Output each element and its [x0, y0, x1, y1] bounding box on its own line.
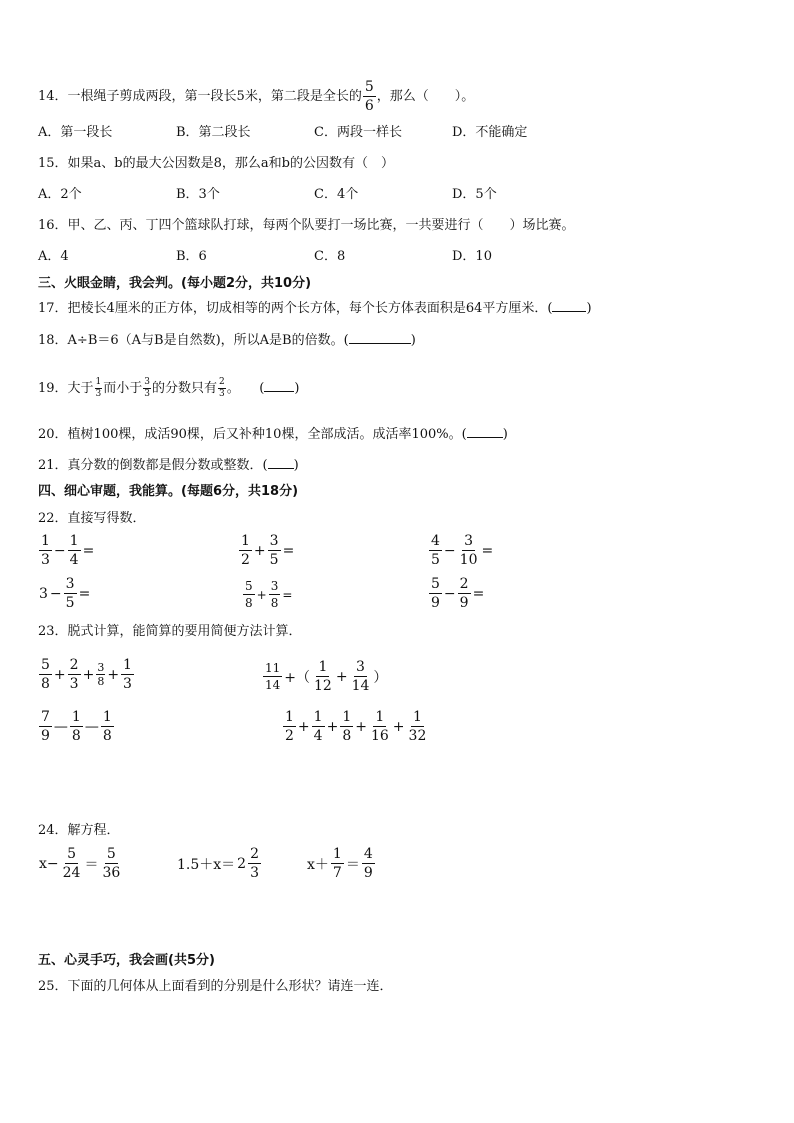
answer-blank[interactable]: [268, 468, 294, 469]
option-b[interactable]: B．第二段长: [176, 125, 251, 140]
expression-22b: $\frac{1}{2}$ + $\frac{3}{5}$ =: [241, 533, 295, 568]
question-22: 22．直接写得数．: [38, 511, 146, 526]
answer-blank[interactable]: [264, 391, 294, 392]
option-a[interactable]: A．2个: [38, 187, 82, 202]
section-3-heading: 三、火眼金睛，我会判。(每小题2分，共10分): [38, 276, 312, 291]
expression-22c: $\frac{4}{5}$ − $\frac{3}{10}$ =: [431, 533, 494, 568]
option-a[interactable]: A．第一段长: [38, 125, 113, 140]
section-4-heading: 四、细心审题，我能算。(每题6分，共18分): [38, 484, 299, 499]
option-d[interactable]: D．不能确定: [452, 125, 528, 140]
equation-24a: x− $\frac{5}{24}$ ＝ $\frac{5}{36}$: [39, 846, 121, 881]
expression-23c: $\frac{7}{9}$ — $\frac{1}{8}$ — $\frac{1}{8}$: [41, 709, 112, 744]
section-5-heading: 五、心灵手巧，我会画(共5分): [38, 953, 215, 968]
question-15: 15．如果a、b的最大公因数是8，那么a和b的公因数有（ ）: [38, 156, 394, 171]
question-16: 16．甲、乙、丙、丁四个篮球队打球，每两个队要打一场比赛，一共要进行（ ）场比赛。: [38, 218, 575, 233]
question-19: 19．大于 $\frac{1}{3}$ 而小于 $\frac{3}{3}$ 的分数只有 $\frac{2}{3}$ 。 ( ): [38, 377, 300, 399]
question-18: 18．A÷B＝6（A与B是自然数)，所以A是B的倍数。( ): [38, 333, 416, 348]
expression-22e: $\frac{5}{8}$ + $\frac{3}{8}$ =: [245, 579, 293, 610]
option-c[interactable]: C．两段一样长: [314, 125, 402, 140]
option-b[interactable]: B．6: [176, 249, 207, 264]
option-a[interactable]: A．4: [38, 249, 69, 264]
question-21: 21．真分数的倒数都是假分数或整数．( ): [38, 458, 299, 473]
option-c[interactable]: C．8: [314, 249, 346, 264]
question-17: 17．把棱长4厘米的正方体，切成相等的两个长方体，每个长方体表面积是64平方厘米．( ): [38, 301, 592, 316]
expression-23a: $\frac{5}{8}$ + $\frac{2}{3}$ + $\frac{3}{8}$ + $\frac{1}{3}$: [41, 657, 132, 692]
fraction: $\frac{5}{6}$: [364, 79, 374, 114]
expression-22f: $\frac{5}{9}$ − $\frac{2}{9}$ =: [431, 576, 485, 611]
expression-22a: $\frac{1}{3}$ − $\frac{1}{4}$ =: [41, 533, 95, 568]
option-d[interactable]: D．5个: [452, 187, 497, 202]
expression-23d: $\frac{1}{2}$ + $\frac{1}{4}$ + $\frac{1}{8}$ + $\frac{1}{16}$ + $\frac{1}{32}$: [285, 709, 427, 744]
equation-24c: x＋ $\frac{1}{7}$ ＝ $\frac{4}{9}$: [307, 846, 373, 881]
answer-blank[interactable]: [349, 343, 411, 344]
question-23: 23．脱式计算，能简算的要用简便方法计算．: [38, 624, 302, 639]
question-14: 14．一根绳子剪成两段，第一段长5米，第二段是全长的 $\frac{5}{6}$ ，那么（ ）。: [38, 79, 475, 114]
expression-23b: $\frac{11}{14}$ +（ $\frac{1}{12}$ + $\frac{3}{14}$ ）: [265, 659, 388, 694]
option-b[interactable]: B．3个: [176, 187, 220, 202]
answer-blank[interactable]: [467, 437, 503, 438]
question-24: 24．解方程．: [38, 823, 120, 838]
question-20: 20．植树100棵，成活90棵，后又补种10棵，全部成活。成活率100%。( ): [38, 427, 508, 442]
question-25: 25．下面的几何体从上面看到的分别是什么形状？请连一连．: [38, 979, 393, 994]
option-c[interactable]: C．4个: [314, 187, 359, 202]
equation-24b: 1.5＋x＝ 2 $\frac{2}{3}$: [177, 846, 260, 881]
option-d[interactable]: D．10: [452, 249, 492, 264]
expression-22d: 3 − $\frac{3}{5}$ =: [39, 576, 91, 611]
answer-blank[interactable]: [552, 311, 586, 312]
